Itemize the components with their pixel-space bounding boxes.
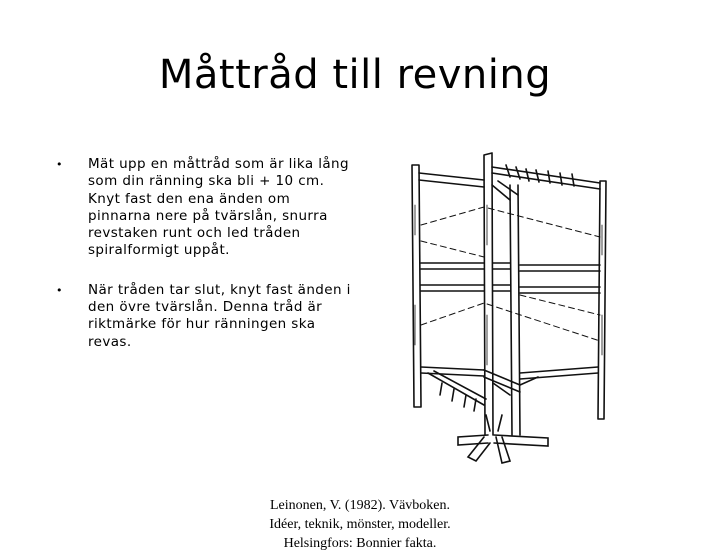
caption-line: Leinonen, V. (1982). Vävboken. bbox=[269, 498, 451, 513]
bullet-list bbox=[56, 156, 356, 351]
citation-caption bbox=[255, 496, 465, 553]
bullet-dot: • bbox=[56, 283, 63, 297]
caption-line: Idéer, teknik, mönster, modeller. bbox=[269, 517, 451, 532]
warping-reel-illustration bbox=[398, 145, 633, 495]
bullet-item bbox=[56, 156, 356, 260]
bullet-text: När tråden tar slut, knyt fast änden i den övre tvärslån. Denna tråd är riktmärke för hur ränningen ska revas. bbox=[88, 281, 351, 350]
slide-title: Måttråd till revning bbox=[158, 52, 552, 98]
bullet-item bbox=[56, 282, 356, 351]
bullet-text: Mät upp en måttråd som är lika lång som din ränning ska bli + 10 cm. Knyt fast den ena änden om pinnarna nere på tvärslån, snurra revstaken runt och led tråden spiralformigt uppåt. bbox=[88, 156, 349, 259]
bullet-dot: • bbox=[56, 158, 63, 171]
caption-line: Helsingfors: Bonnier fakta. bbox=[283, 536, 437, 551]
